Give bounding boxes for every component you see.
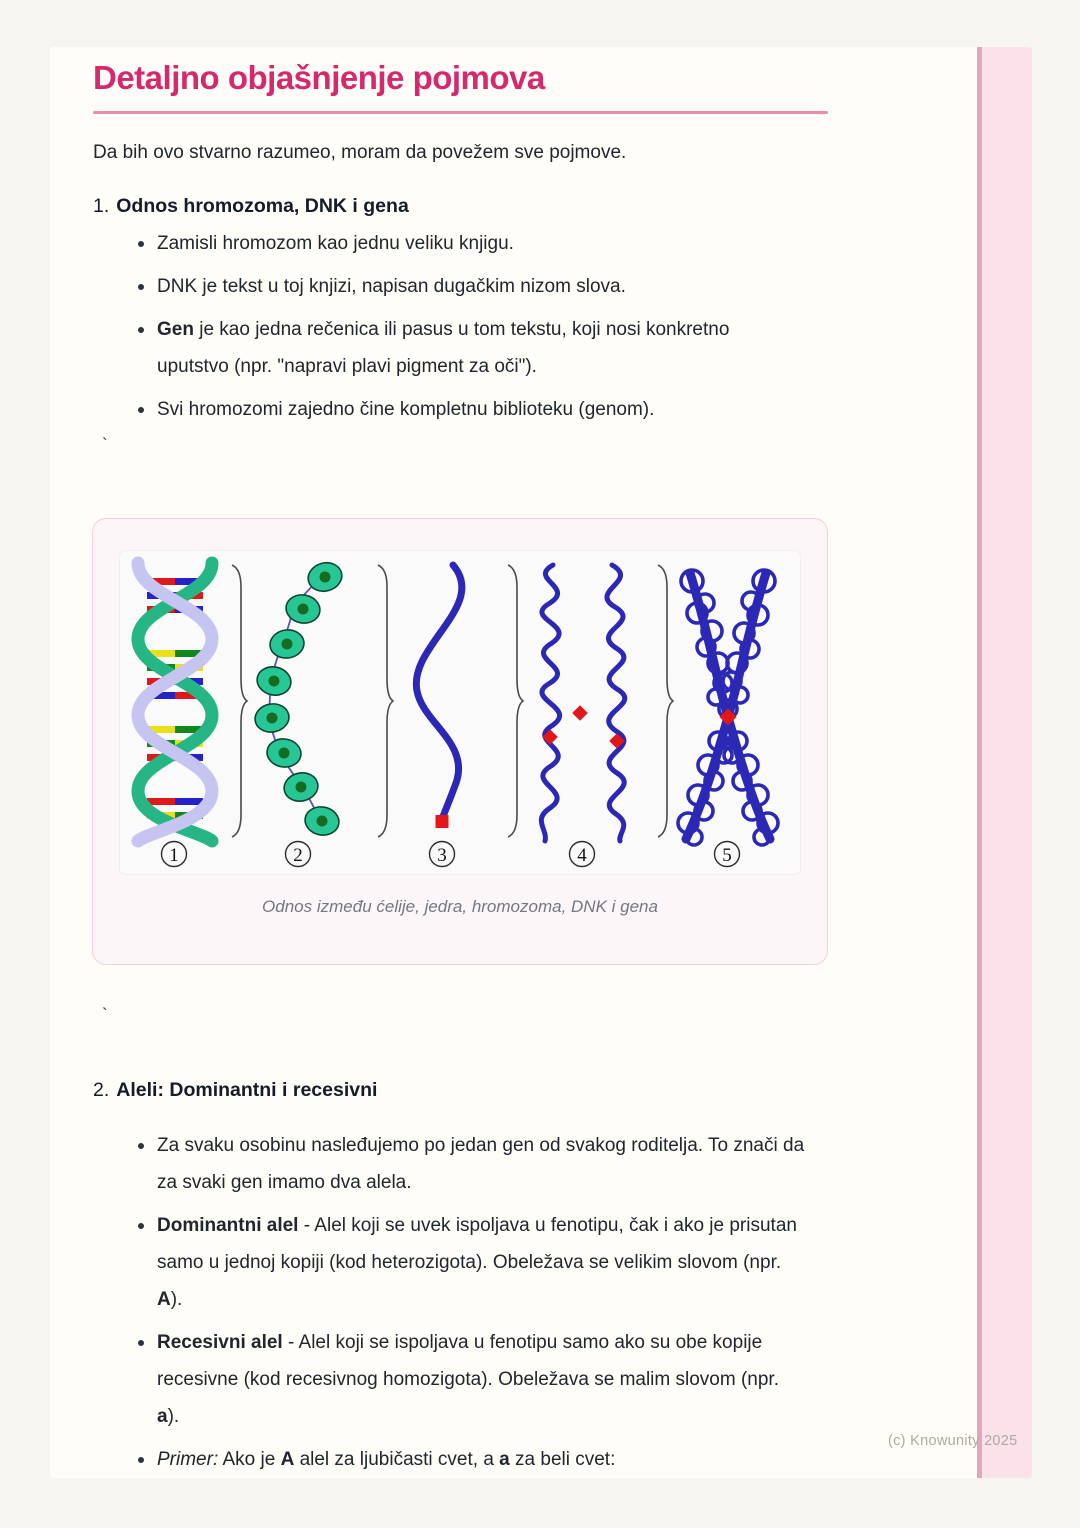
dna-to-chromosome-diagram bbox=[120, 551, 802, 876]
section-2-bullet-list bbox=[93, 1127, 805, 1478]
document-content bbox=[50, 47, 1032, 1478]
section-1-bullet-list bbox=[93, 225, 805, 428]
list-item bbox=[93, 225, 805, 262]
stage-3-chromatin-fiber bbox=[416, 565, 462, 828]
section-1-heading-text: Odnos hromozoma, DNK i gena bbox=[116, 195, 409, 217]
section-1-heading bbox=[93, 193, 853, 219]
stage-label-3: 3 bbox=[437, 845, 447, 866]
section-alleles bbox=[93, 1077, 853, 1484]
bullet-text: - Alel koji se ispoljava u fenotipu samo ako su obe kopije recesivne (kod recesivnog homozigota). Obeležava se malim slovom (npr. bbox=[157, 1332, 779, 1390]
stray-backtick: ` bbox=[102, 1005, 108, 1024]
document-page bbox=[50, 47, 1032, 1478]
list-item bbox=[93, 1324, 805, 1435]
bullet-text-bold: Gen bbox=[157, 319, 194, 340]
stage-5-chromosome bbox=[678, 570, 778, 845]
bullet-text: za beli cvet: bbox=[509, 1449, 616, 1470]
title-underline bbox=[93, 111, 828, 114]
stage-2-nucleosomes bbox=[253, 559, 345, 838]
allele-symbol: a bbox=[499, 1449, 510, 1470]
stage-label-4: 4 bbox=[577, 845, 587, 866]
stage-label-5: 5 bbox=[722, 845, 732, 866]
list-item bbox=[93, 1441, 805, 1478]
bullet-text: Zamisli hromozom kao jednu veliku knjigu. bbox=[157, 233, 514, 254]
section-chromosome-dna-gene bbox=[93, 193, 853, 434]
stage-label-1: 1 bbox=[169, 845, 179, 866]
list-item bbox=[93, 391, 805, 428]
bullet-text-bold: Recesivni alel bbox=[157, 1332, 283, 1353]
list-item bbox=[93, 1207, 805, 1318]
bullet-text: DNK je tekst u toj knjizi, napisan dugačkim nizom slova. bbox=[157, 276, 626, 297]
brace-icon bbox=[378, 565, 393, 837]
figure-card bbox=[92, 518, 828, 965]
section-2-heading-text: Aleli: Dominantni i recesivni bbox=[116, 1079, 378, 1101]
intro-paragraph: Da bih ovo stvarno razumeo, moram da povežem sve pojmove. bbox=[93, 142, 627, 163]
dna-condensation-figure bbox=[119, 550, 801, 875]
stage-label-2: 2 bbox=[293, 845, 303, 866]
stage-number-labels bbox=[162, 842, 740, 867]
bullet-text: Svi hromozomi zajedno čine kompletnu biblioteku (genom). bbox=[157, 399, 655, 420]
telomere-mark bbox=[436, 815, 449, 828]
brace-icon bbox=[658, 565, 673, 837]
copyright-watermark: (c) Knowunity 2025 bbox=[888, 1433, 1018, 1449]
section-1-number: 1. bbox=[93, 195, 110, 217]
bullet-text: Ako je bbox=[218, 1449, 281, 1470]
stage-1-dna-helix bbox=[138, 563, 212, 841]
bullet-text: ). bbox=[170, 1289, 183, 1310]
list-item bbox=[93, 1127, 805, 1201]
section-2-heading bbox=[93, 1077, 853, 1103]
stage-4-condensed-loops bbox=[541, 565, 624, 841]
list-item bbox=[93, 311, 805, 385]
allele-symbol: A bbox=[280, 1449, 295, 1470]
bullet-text: Za svaku osobinu nasleđujemo po jedan gen od svakog roditelja. To znači da za svaki gen imamo dva alela. bbox=[157, 1135, 805, 1193]
bullet-text: alel za ljubičasti cvet, a bbox=[294, 1449, 500, 1470]
figure-caption: Odnos između ćelije, jedra, hromozoma, DNK i gena bbox=[262, 897, 658, 916]
bullet-text: - Alel koji se uvek ispoljava u fenotipu, čak i ako je prisutan samo u jednoj kopiji (kod heterozigota). Obeležava se velikim slovom (npr. bbox=[157, 1215, 797, 1273]
bullet-text-bold: Dominantni alel bbox=[157, 1215, 299, 1236]
bullet-text: je kao jedna rečenica ili pasus u tom tekstu, koji nosi konkretno uputstvo (npr. "napravi plavi pigment za oči"). bbox=[157, 319, 730, 377]
bullet-text-italic: Primer: bbox=[157, 1449, 219, 1470]
bullet-text: ). bbox=[167, 1406, 180, 1427]
page-title: Detaljno objašnjenje pojmova bbox=[93, 59, 545, 96]
allele-symbol: A bbox=[157, 1289, 171, 1310]
list-item bbox=[93, 268, 805, 305]
stray-backtick: ` bbox=[102, 435, 108, 454]
brace-icon bbox=[232, 565, 247, 837]
section-2-number: 2. bbox=[93, 1079, 110, 1101]
brace-icon bbox=[508, 565, 523, 837]
allele-symbol: a bbox=[157, 1406, 168, 1427]
